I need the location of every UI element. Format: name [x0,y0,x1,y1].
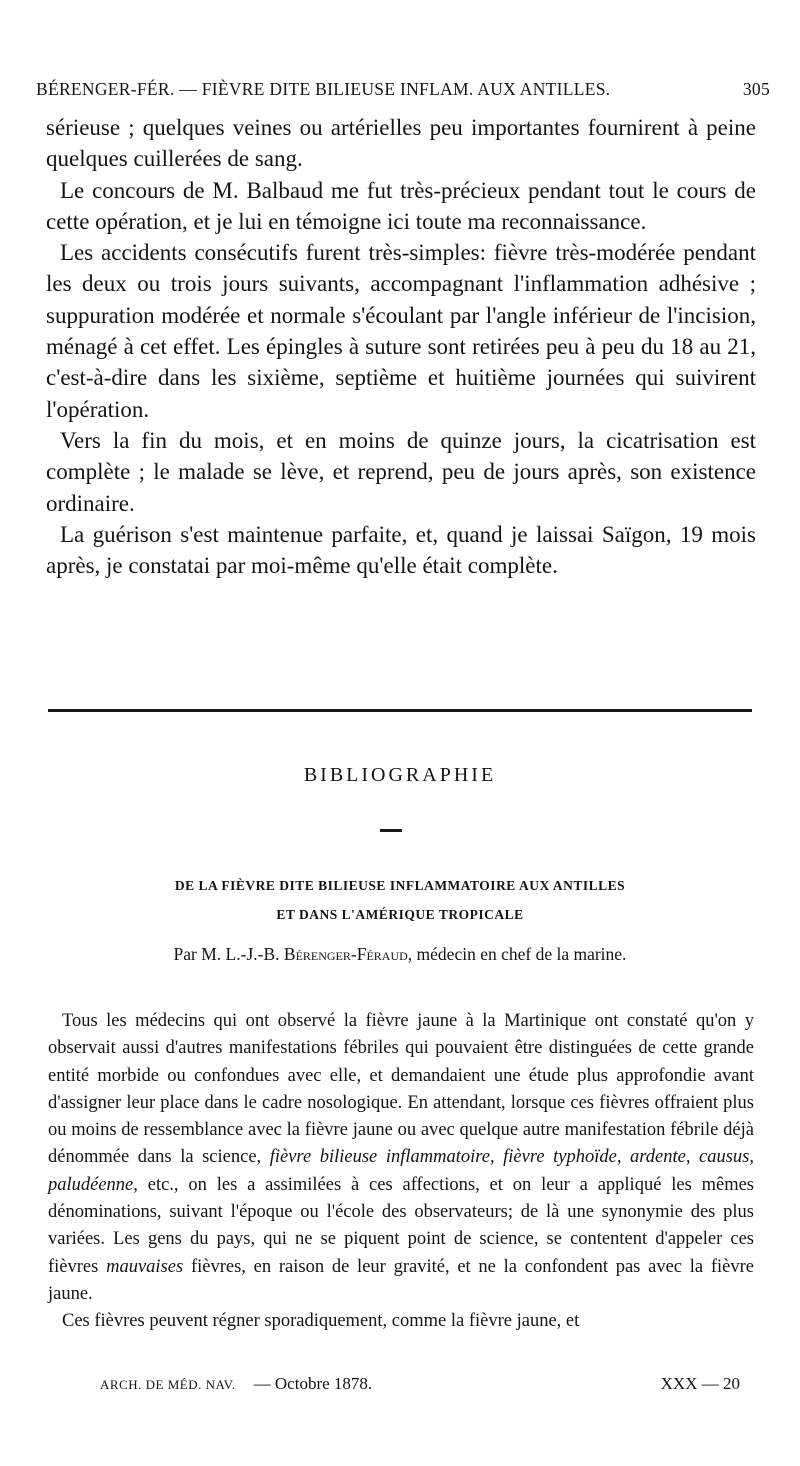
running-header-title: BÉRENGER-FÉR. — FIÈVRE DITE BILIEUSE INFLAM. AUX ANTILLES. [36,79,611,99]
author-name: Bérenger-Féraud, [283,944,413,964]
text-run: etc., on les a assimilées à ces affections, et on leur a appliqué les mêmes dénominations, suivant l'époque ou l'école des observateurs; de là une synonymie des plus variées. Les gens du pays, qui ne se piquent point de science, se contentent d'appeler ces fièvres [48,1174,755,1277]
article-title-line: ET DANS L'AMÉRIQUE TROPICALE [276,907,524,922]
author-line [0,944,800,965]
title-dash [380,829,402,832]
review-text [48,1008,754,1336]
text-run: fièvres, en raison de leur gravité, et ne la confondent pas avec la fièvre jaune. [48,1256,755,1304]
journal-name: ARCH. DE MÉD. NAV. [100,1377,236,1392]
paragraph: La guérison s'est maintenue parfaite, et, quand je laissai Saïgon, 19 mois après, je constatai par moi-même qu'elle était complète. [46,521,756,579]
issue-date: — Octobre 1878. [253,1374,373,1393]
signature-mark: XXX — 20 [660,1374,740,1393]
author-role: médecin en chef de la marine. [416,944,627,964]
review-paragraph: Ces fièvres peuvent régner sporadiquement, comme la fièvre jaune, et [62,1311,580,1332]
review-paragraph [48,1008,754,1308]
text-run: Tous les médecins qui ont observé la fièvre jaune à la Martinique ont constaté qu'on y observait aussi d'autres manifestations fébriles qui pouvaient être distinguées de cette grande entité morbide ou confondues avec elle, et demandaient une étude plus approfondie avant d'assigner leur place dans le cadre nosologique. En attendant, lorsque ces fièvres offraient plus ou moins de ressemblance avec la fièvre jaune ou avec quelque autre manifestation fébrile déjà dénommée dans la science, [48,1011,754,1168]
main-text [46,112,756,581]
italic-run: fièvre bilieuse inflammatoire, fièvre typhoïde, ardente, causus, paludéenne, [48,1147,755,1195]
page-number: 305 [742,79,770,99]
paragraph: Le concours de M. Balbaud me fut très-précieux pendant tout le cours de cette opération, et je lui en témoigne ici toute ma reconnaissance. [46,177,756,234]
author-prefix: Par M. L.-J.-B. [173,944,280,964]
italic-run: mauvaises [106,1256,184,1277]
paragraph: Vers la fin du mois, et en moins de quinze jours, la cicatrisation est complète ; le malade se lève, et reprend, peu de jours après, son existence ordinaire. [46,427,756,516]
section-divider [48,709,752,712]
page-footer [100,1374,740,1394]
running-header [36,79,770,100]
article-title-line: DE LA FIÈVRE DITE BILIEUSE INFLAMMATOIRE AUX ANTILLES [174,878,626,893]
article-title [0,871,800,929]
paragraph: sérieuse ; quelques veines ou artérielles peu importantes fournirent à peine quelques cuillerées de sang. [46,115,756,172]
paragraph: Les accidents consécutifs furent très-simples: fièvre très-modérée pendant les deux ou trois jours suivants, accompagnant l'inflammation adhésive ; suppuration modérée et normale s'écoulant par l'angle inférieur de l'incision, ménagé à cet effet. Les épingles à suture sont retirées peu à peu du 18 au 21, c'est-à-dire dans les sixième, septième et huitième journées qui suivirent l'opération. [46,240,756,422]
section-title: BIBLIOGRAPHIE [303,764,497,786]
